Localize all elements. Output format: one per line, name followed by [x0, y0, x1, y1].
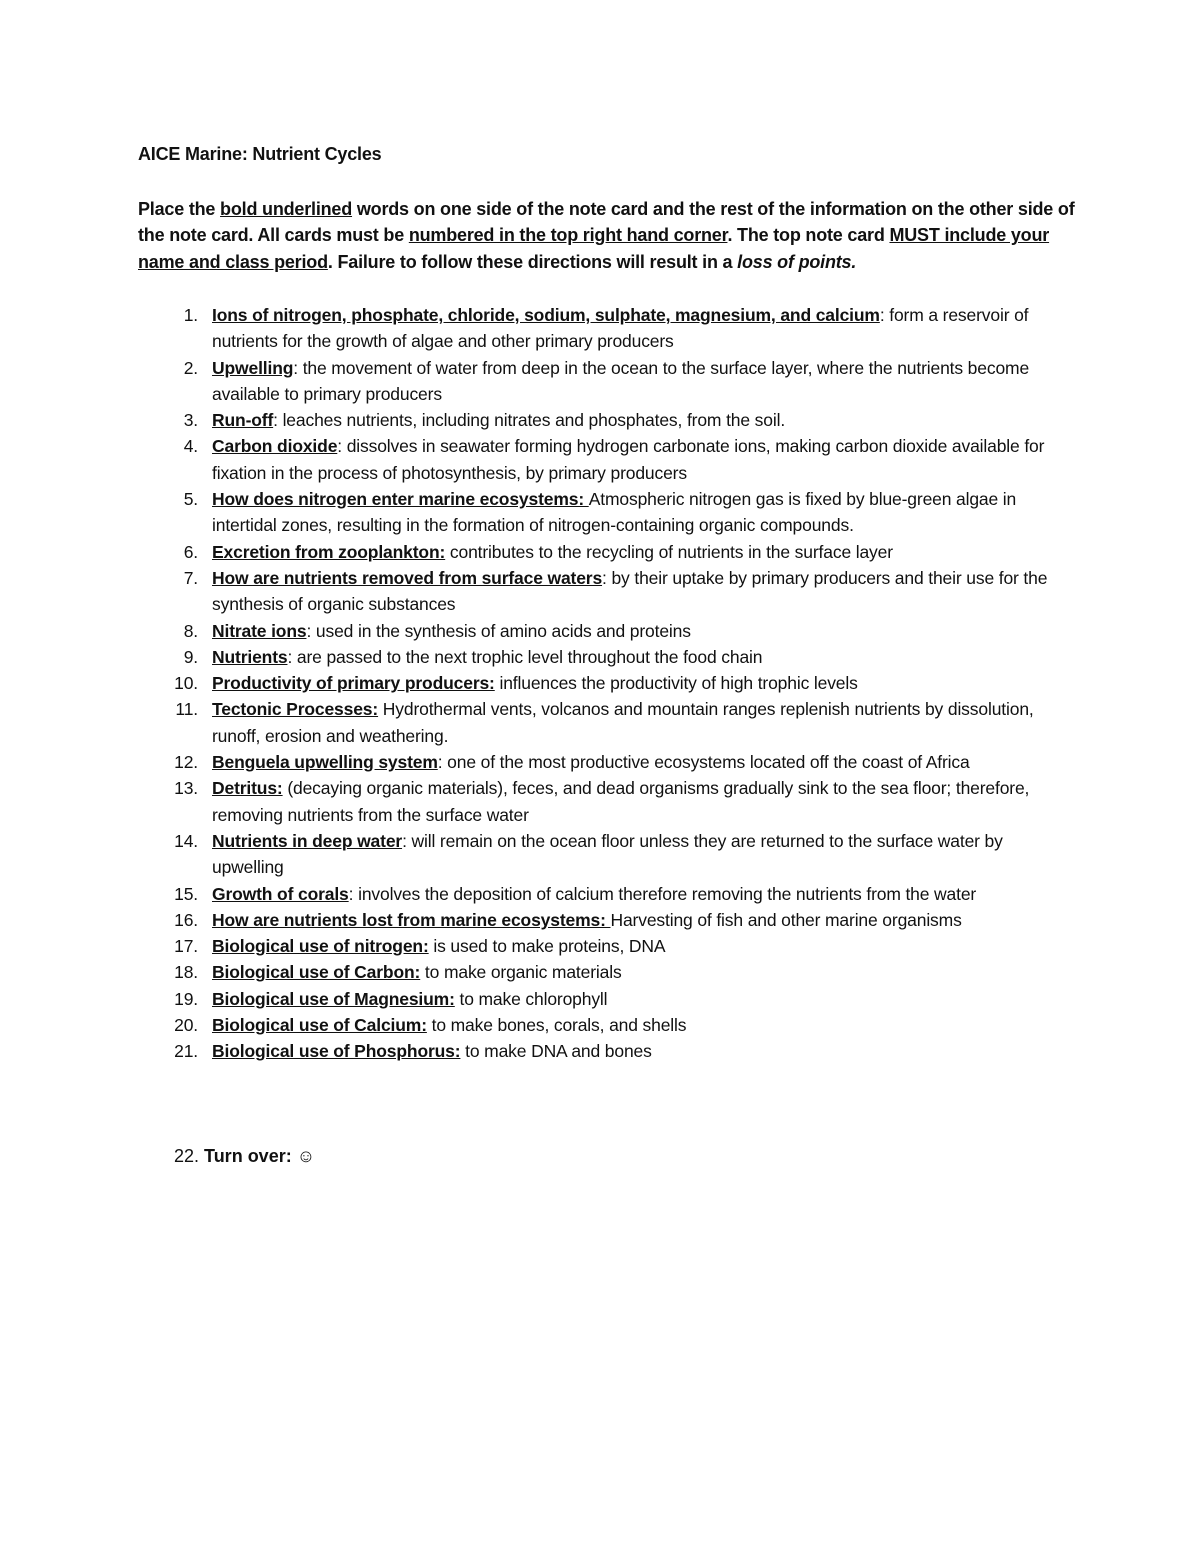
list-item-definition: Atmospheric nitrogen gas is fixed by blue-green algae in intertidal zones, resulting in the formation of nitrogen-containing organic compounds. — [212, 489, 1017, 536]
turn-over-number: 22. — [174, 1146, 200, 1166]
list-item-number: 9. — [183, 646, 198, 667]
intro-underline-3: MUST include your name and class period — [138, 225, 1050, 272]
list-item-definition: : by their uptake by primary producers and their use for the synthesis of organic substances — [212, 567, 1048, 615]
instructions-paragraph — [138, 196, 1078, 275]
intro-text-2: words on one side of the note card and the rest of the information on the other side of the note card. All cards must be — [138, 199, 1075, 246]
list-item — [138, 881, 1078, 907]
list-item-number: 1. — [183, 305, 198, 325]
list-item-term: Detritus: — [212, 778, 283, 799]
list-item — [138, 933, 1078, 959]
list-item-term: Benguela upwelling system — [212, 752, 438, 773]
list-item-number: 21. — [174, 1041, 198, 1062]
list-item-number: 8. — [183, 620, 198, 641]
list-item-term: Nutrients in deep water — [212, 830, 403, 851]
list-item-term: Biological use of nitrogen: — [212, 936, 429, 957]
list-item-number: 13. — [174, 778, 198, 799]
list-item-number: 12. — [174, 752, 198, 773]
smiley-icon: ☺ — [296, 1146, 316, 1166]
list-item-definition: : leaches nutrients, including nitrates and phosphates, from the soil. — [273, 410, 786, 431]
list-item — [138, 433, 1078, 486]
list-item — [138, 565, 1078, 618]
list-item-term: Carbon dioxide — [212, 436, 338, 457]
list-item-number: 4. — [183, 436, 198, 457]
list-item — [138, 749, 1078, 775]
list-item-term: How does nitrogen enter marine ecosystems: — [212, 489, 589, 510]
list-item-number: 2. — [183, 357, 198, 378]
list-item-definition: is used to make proteins, DNA — [428, 936, 666, 957]
list-item-definition: : are passed to the next trophic level throughout the food chain — [287, 646, 763, 667]
list-item-number: 15. — [174, 883, 198, 904]
list-item — [138, 986, 1078, 1012]
intro-italic: loss of points. — [737, 251, 857, 272]
list-item-term: Productivity of primary producers: — [212, 673, 495, 694]
list-item-term: Excretion from zooplankton: — [212, 541, 446, 562]
list-item-term: Biological use of Calcium: — [212, 1015, 427, 1036]
document-title: AICE Marine: Nutrient Cycles — [138, 144, 382, 164]
list-item-number: 5. — [183, 489, 198, 510]
turn-over-label: Turn over: — [199, 1146, 297, 1166]
list-item-definition: : used in the synthesis of amino acids and proteins — [306, 620, 691, 641]
list-item — [138, 1012, 1078, 1038]
list-item-number: 19. — [174, 988, 198, 1009]
list-item — [138, 670, 1078, 696]
list-item — [138, 828, 1078, 881]
intro-text-4: . Failure to follow these directions will result in a — [327, 251, 738, 272]
intro-underline-1: bold underlined — [220, 199, 353, 219]
list-item-number: 14. — [174, 830, 198, 851]
list-item — [138, 775, 1078, 828]
list-item — [138, 959, 1078, 985]
list-item-number: 20. — [174, 1015, 198, 1036]
list-item — [138, 539, 1078, 565]
list-item-term: Biological use of Magnesium: — [212, 988, 455, 1009]
list-item — [138, 302, 1078, 355]
intro-text-3: . The top note card — [727, 225, 890, 246]
list-item-term: How are nutrients removed from surface waters — [212, 567, 603, 588]
list-item — [138, 907, 1078, 933]
list-item-term: Growth of corals — [212, 883, 349, 904]
list-item-number: 17. — [174, 936, 198, 957]
list-item-term: Run-off — [212, 410, 274, 431]
list-item — [138, 696, 1078, 749]
list-item-definition: contributes to the recycling of nutrients in the surface layer — [445, 541, 893, 562]
list-item-number: 16. — [174, 909, 198, 930]
term-list — [138, 302, 1078, 1065]
list-item-term: How are nutrients lost from marine ecosystems: — [212, 909, 611, 930]
list-item-definition: : dissolves in seawater forming hydrogen carbonate ions, making carbon dioxide available for fixation in the process of photosynthesis, by primary producers — [212, 436, 1045, 483]
list-item-term: Upwelling — [212, 357, 294, 378]
list-item-definition: : one of the most productive ecosystems located off the coast of Africa — [437, 752, 970, 773]
list-item — [138, 486, 1078, 539]
list-item-number: 6. — [183, 541, 198, 562]
list-item-definition: influences the productivity of high trophic levels — [494, 673, 858, 694]
list-item — [138, 618, 1078, 644]
list-item-definition: : will remain on the ocean floor unless they are returned to the surface water by upwelling — [212, 830, 1003, 878]
list-item-term: Nitrate ions — [212, 620, 307, 641]
intro-text-1: Place the — [138, 199, 221, 219]
list-item-number: 3. — [183, 410, 198, 431]
list-item-definition: Hydrothermal vents, volcanos and mountain ranges replenish nutrients by dissolution, runoff, erosion and weathering. — [212, 699, 1034, 746]
list-item-definition: to make bones, corals, and shells — [426, 1015, 687, 1036]
list-item-term: Biological use of Carbon: — [212, 962, 421, 983]
list-item-definition: : the movement of water from deep in the ocean to the surface layer, where the nutrients become available to primary producers — [212, 357, 1030, 404]
list-item-term: Nutrients — [212, 646, 288, 667]
turn-over-note — [174, 1146, 315, 1167]
intro-underline-2: numbered in the top right hand corner — [408, 225, 728, 246]
list-item-definition: Harvesting of fish and other marine organisms — [610, 909, 962, 930]
list-item-number: 10. — [174, 673, 198, 694]
list-item-term: Ions of nitrogen, phosphate, chloride, sodium, sulphate, magnesium, and calcium — [212, 305, 880, 325]
list-item — [138, 407, 1078, 433]
list-item-definition: to make chlorophyll — [454, 988, 608, 1009]
list-item — [138, 355, 1078, 408]
list-item-definition: to make DNA and bones — [460, 1041, 652, 1062]
list-item-definition: : involves the deposition of calcium therefore removing the nutrients from the water — [348, 883, 977, 904]
list-item-term: Tectonic Processes: — [212, 699, 379, 720]
list-item — [138, 644, 1078, 670]
list-item-term: Biological use of Phosphorus: — [212, 1041, 461, 1062]
list-item — [138, 1038, 1078, 1064]
list-item-number: 18. — [174, 962, 198, 983]
list-item-definition: : form a reservoir of nutrients for the growth of algae and other primary producers — [212, 305, 1029, 352]
list-item-definition: (decaying organic materials), feces, and dead organisms gradually sink to the sea floor; therefore, removing nutrients from the surface water — [212, 778, 1030, 825]
list-item-definition: to make organic materials — [420, 962, 622, 983]
list-item-number: 7. — [183, 567, 198, 588]
list-item-number: 11. — [175, 699, 198, 720]
